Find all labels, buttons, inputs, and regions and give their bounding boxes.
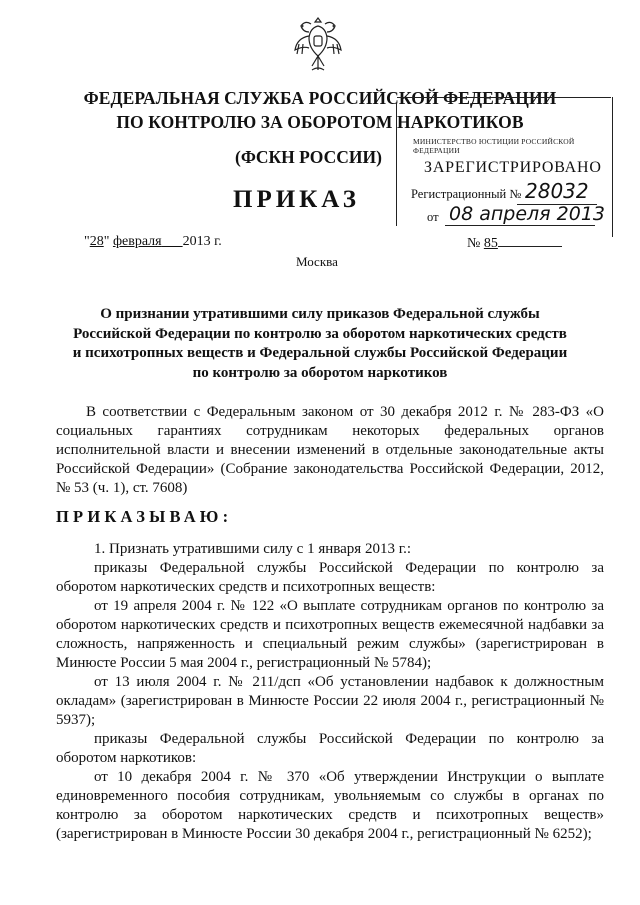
- order-word: ПРИКАЗЫВАЮ:: [56, 507, 233, 526]
- paragraph-1: 1. Признать утратившими силу с 1 января 2013 г.:: [94, 541, 412, 557]
- paragraph-6: от 10 декабря 2004 г. № 370 «Об утверждении Инструкции о выплате единовременного пособия сотрудникам, увольняемым со службы в органах по контролю за оборотом наркотических средств и психотропных веществ» (зарегистрирован в Минюсте России 30 декабря 2004 г., регистрационный № 6252);: [56, 769, 604, 842]
- order-month: февраля: [112, 234, 162, 249]
- double-headed-eagle-icon: [293, 14, 343, 76]
- stamp-registered: ЗАРЕГИСТРИРОВАНО: [424, 159, 602, 176]
- document-type: ПРИКАЗ: [233, 186, 360, 213]
- order-day: 28: [89, 234, 104, 249]
- org-name-line2: ПО КОНТРОЛЮ ЗА ОБОРОТОМ НАРКОТИКОВ: [116, 112, 524, 132]
- stamp-regnum-label: Регистрационный №: [411, 187, 522, 201]
- order-date: "28" февраля 2013 г.: [84, 234, 222, 249]
- paragraph-3: от 19 апреля 2004 г. № 122 «О выплате сотрудникам органов по контролю за оборотом наркотических средств и психотропных веществ ежемесячной надбавки за сложность, напряженность и специальный режим службы» (зарегистрирован в Минюсте России 5 мая 2004 г., регистрационный № 5784);: [56, 598, 604, 671]
- stamp-right-border: [612, 97, 613, 237]
- order-number-value: 85: [483, 236, 498, 251]
- org-abbreviation: (ФСКН РОССИИ): [235, 147, 382, 167]
- org-name-line1: ФЕДЕРАЛЬНАЯ СЛУЖБА РОССИЙСКОЙ ФЕДЕРАЦИИ: [83, 88, 557, 108]
- document-title: О признании утратившими силу приказов Федеральной службы Российской Федерации по контролю за оборотом наркотических средств и психотропных веществ и Федеральной службы Российской Федерации по контролю за оборотом наркотиков: [72, 306, 568, 381]
- order-number-underline: [498, 234, 562, 247]
- stamp-regnum-value: 28032: [525, 179, 589, 203]
- paragraph-5: приказы Федеральной службы Российской Федерации по контролю за оборотом наркотиков:: [56, 731, 604, 766]
- stamp-ministry: МИНИСТЕРСТВО ЮСТИЦИИ РОССИЙСКОЙ ФЕДЕРАЦИИ: [413, 137, 575, 155]
- stamp-date-prefix: от: [427, 210, 439, 224]
- stamp-date-underline: [445, 225, 595, 226]
- order-number: [467, 234, 562, 252]
- order-city: Москва: [296, 254, 338, 269]
- preamble: В соответствии с Федеральным законом от 30 декабря 2012 г. № 283-ФЗ «О социальных гарантиях сотрудникам некоторых федеральных органов исполнительной власти и внесении изменений в отдельные законодательные акты Российской Федерации» (Собрание законодательства Российской Федерации, 2012, № 53 (ч. 1), ст. 7608): [56, 404, 604, 496]
- order-number-label: №: [467, 236, 481, 251]
- order-year: 2013 г.: [182, 234, 222, 249]
- registration-stamp: [396, 103, 611, 226]
- paragraph-2: приказы Федеральной службы Российской Федерации по контролю за оборотом наркотических средств и психотропных веществ:: [56, 560, 604, 595]
- stamp-top-border: [397, 97, 611, 98]
- paragraph-4: от 13 июля 2004 г. № 211/дсп «Об установлении надбавок к должностным окладам» (зарегистрирован в Минюсте России 22 июля 2004 г., регистрационный № 5937);: [56, 674, 604, 728]
- stamp-date-value: 08 апреля 2013: [449, 203, 605, 225]
